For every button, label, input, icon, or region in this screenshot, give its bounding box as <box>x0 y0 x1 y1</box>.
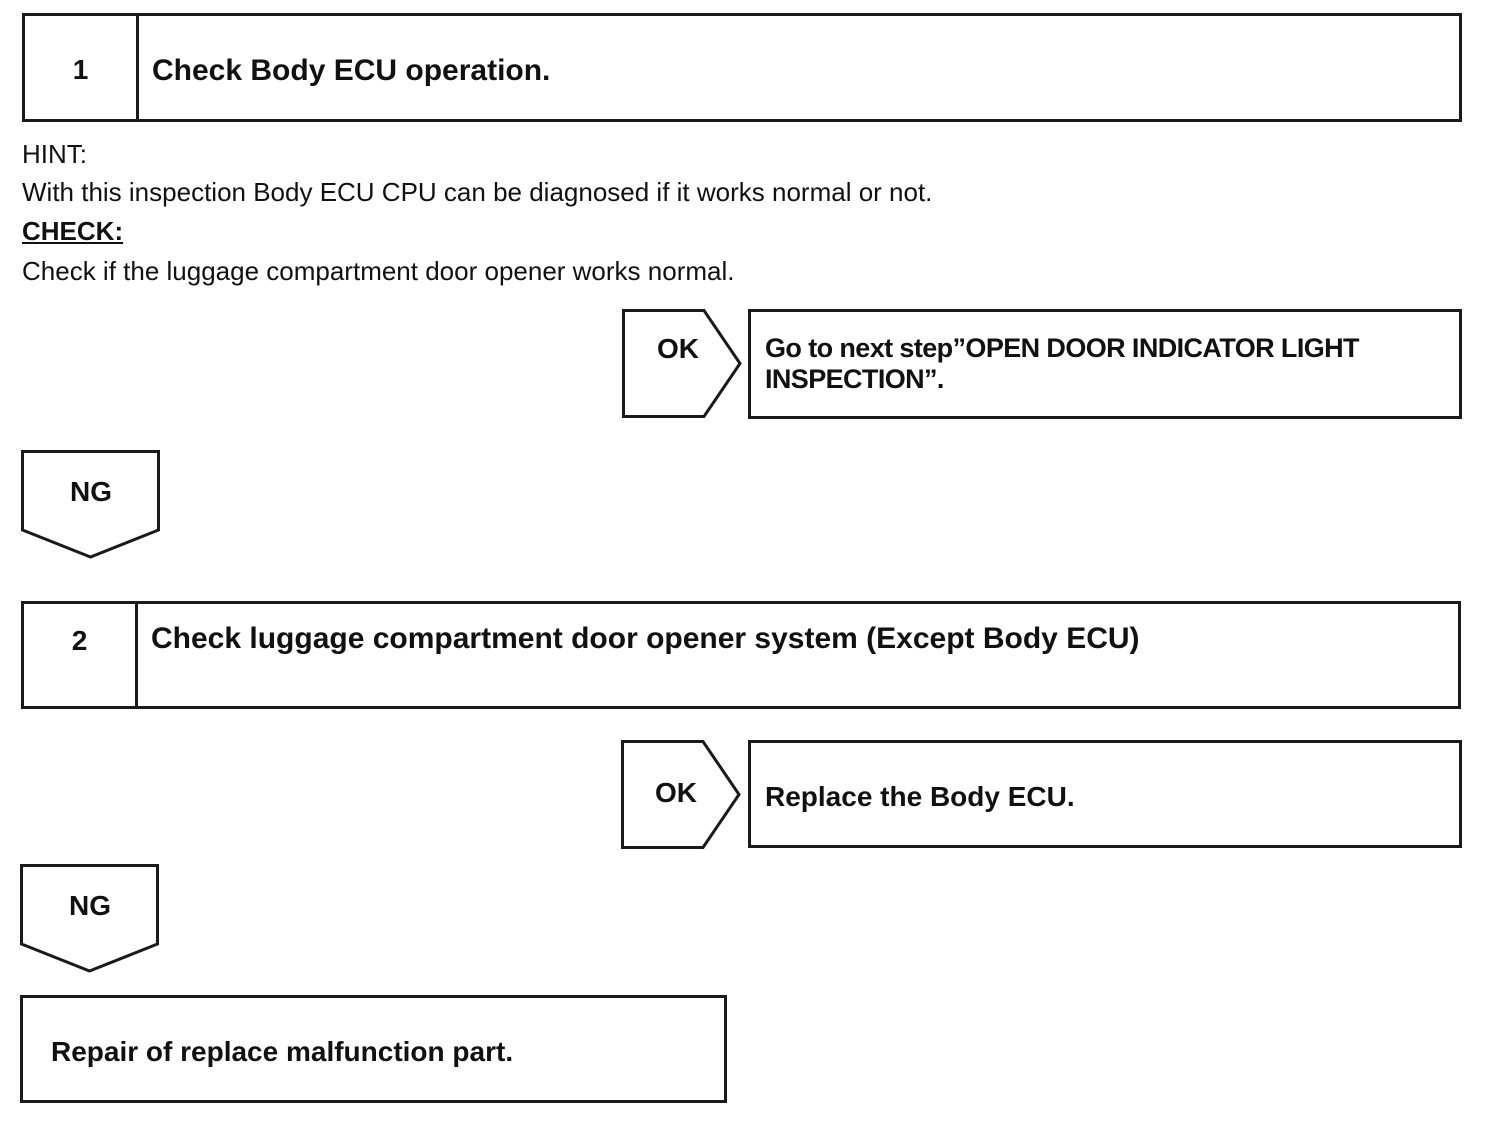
step-2-ng-label: NG <box>69 890 111 921</box>
step-1-ok-result-line-1: Go to next step”OPEN DOOR INDICATOR LIGHT <box>765 333 1359 363</box>
hint-text: With this inspection Body ECU CPU can be diagnosed if it works normal or not. <box>22 177 933 207</box>
step-1-ng-label: NG <box>70 476 112 507</box>
check-text: Check if the luggage compartment door opener works normal. <box>22 256 735 286</box>
step-1-box <box>22 13 1462 122</box>
step-1-ok-result-box <box>748 309 1462 419</box>
step-2-box <box>21 601 1461 709</box>
check-label: CHECK: <box>22 216 124 246</box>
step-2-ng-result-box <box>20 995 727 1103</box>
step-2-ok-label: OK <box>655 777 697 808</box>
step-2-title: Check luggage compartment door opener system (Except Body ECU) <box>151 622 1140 655</box>
step-1-title: Check Body ECU operation. <box>152 54 551 87</box>
step-1-ok-result-line-2: INSPECTION”. <box>765 364 944 394</box>
step-2-ng-result: Repair of replace malfunction part. <box>51 1036 514 1067</box>
step-1-number: 1 <box>25 16 139 119</box>
step-2-ok-result: Replace the Body ECU. <box>765 781 1075 812</box>
hint-label: HINT: <box>22 139 87 169</box>
step-1-ok-label: OK <box>657 333 699 364</box>
step-2-number: 2 <box>24 604 138 706</box>
step-2-ok-result-box <box>748 740 1462 848</box>
